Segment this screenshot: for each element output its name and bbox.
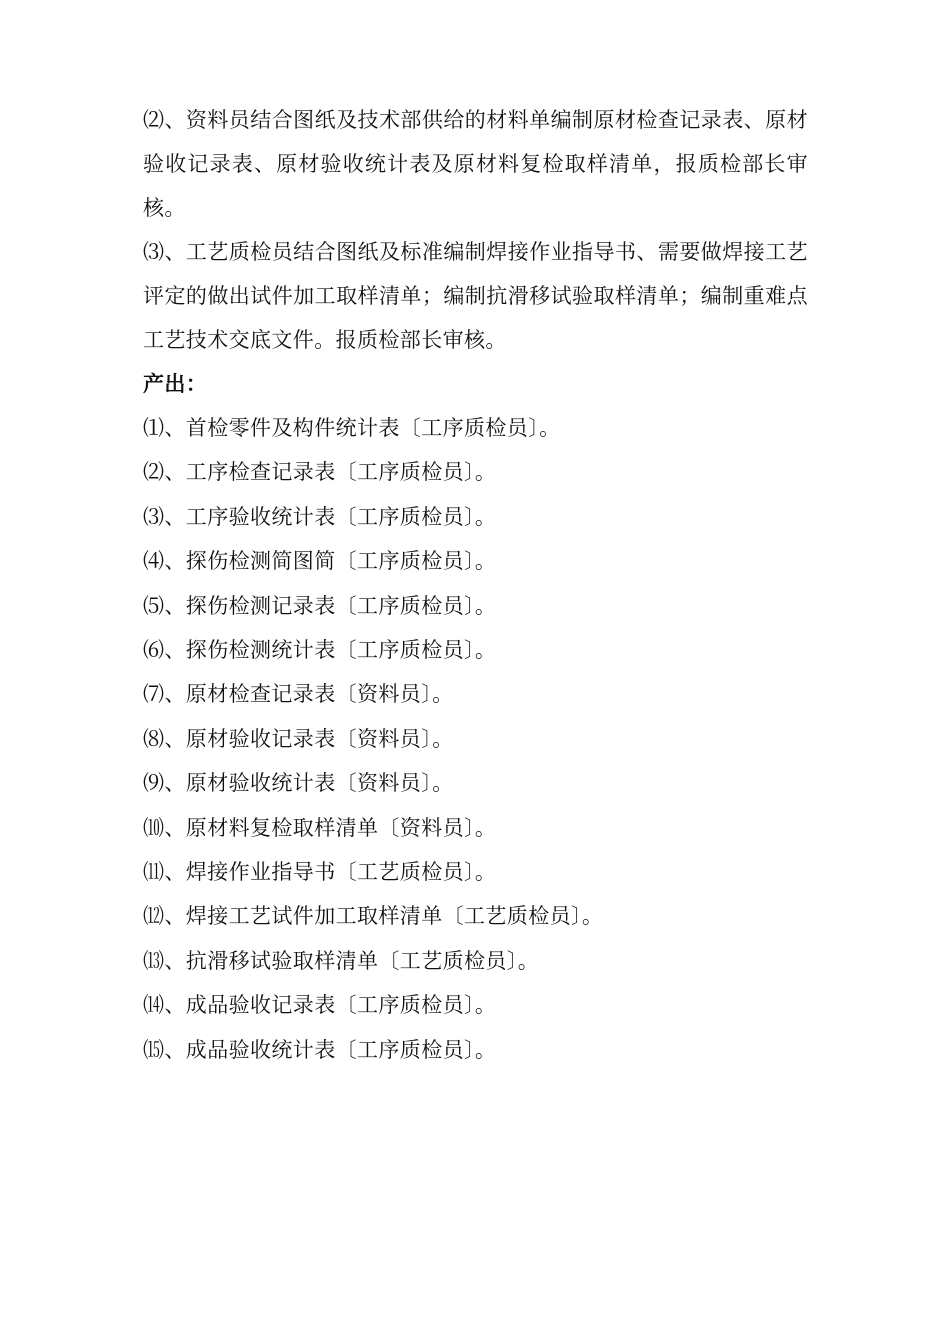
output-heading: 产出： <box>143 371 208 396</box>
list-item: ⑾、焊接作业指导书〔工艺质检员〕。 <box>143 860 497 885</box>
list-item: ⑺、原材检查记录表〔资料员〕。 <box>143 682 454 707</box>
list-item: ⑴、首检零件及构件统计表〔工序质检员〕。 <box>143 416 561 440</box>
list-item: ⑹、探伤检测统计表〔工序质检员〕。 <box>143 638 497 663</box>
list-item: ⑸、探伤检测记录表〔工序质检员〕。 <box>143 593 497 618</box>
document-body <box>143 98 808 1072</box>
list-item: ⒂、成品验收统计表〔工序质检员〕。 <box>143 1037 497 1062</box>
paragraph-process-inspector: ⑶、工艺质检员结合图纸及标准编制焊接作业指导书、需要做焊接工艺评定的做出试件加工取样清单；编制抗滑移试验取样清单；编制重难点工艺技术交底文件。报质检部长审核。 <box>143 240 808 352</box>
list-item: ⒀、抗滑移试验取样清单〔工艺质检员〕。 <box>143 948 540 973</box>
output-list <box>143 406 808 1072</box>
list-item: ⑻、原材验收记录表〔资料员〕。 <box>143 726 454 751</box>
list-item: ⑶、工序验收统计表〔工序质检员〕。 <box>143 504 497 529</box>
list-item: ⑷、探伤检测简图简〔工序质检员〕。 <box>143 549 497 574</box>
list-item: ⑵、工序检查记录表〔工序质检员〕。 <box>143 460 497 485</box>
list-item: ⒁、成品验收记录表〔工序质检员〕。 <box>143 993 497 1018</box>
list-item: ⑽、原材料复检取样清单〔资料员〕。 <box>143 815 497 840</box>
list-item: ⑼、原材验收统计表〔资料员〕。 <box>143 771 454 796</box>
list-item: ⑿、焊接工艺试件加工取样清单〔工艺质检员〕。 <box>143 904 604 929</box>
paragraph-material-clerk: ⑵、资料员结合图纸及技术部供给的材料单编制原材检查记录表、原材验收记录表、原材验收统计表及原材料复检取样清单，报质检部长审核。 <box>143 108 808 220</box>
